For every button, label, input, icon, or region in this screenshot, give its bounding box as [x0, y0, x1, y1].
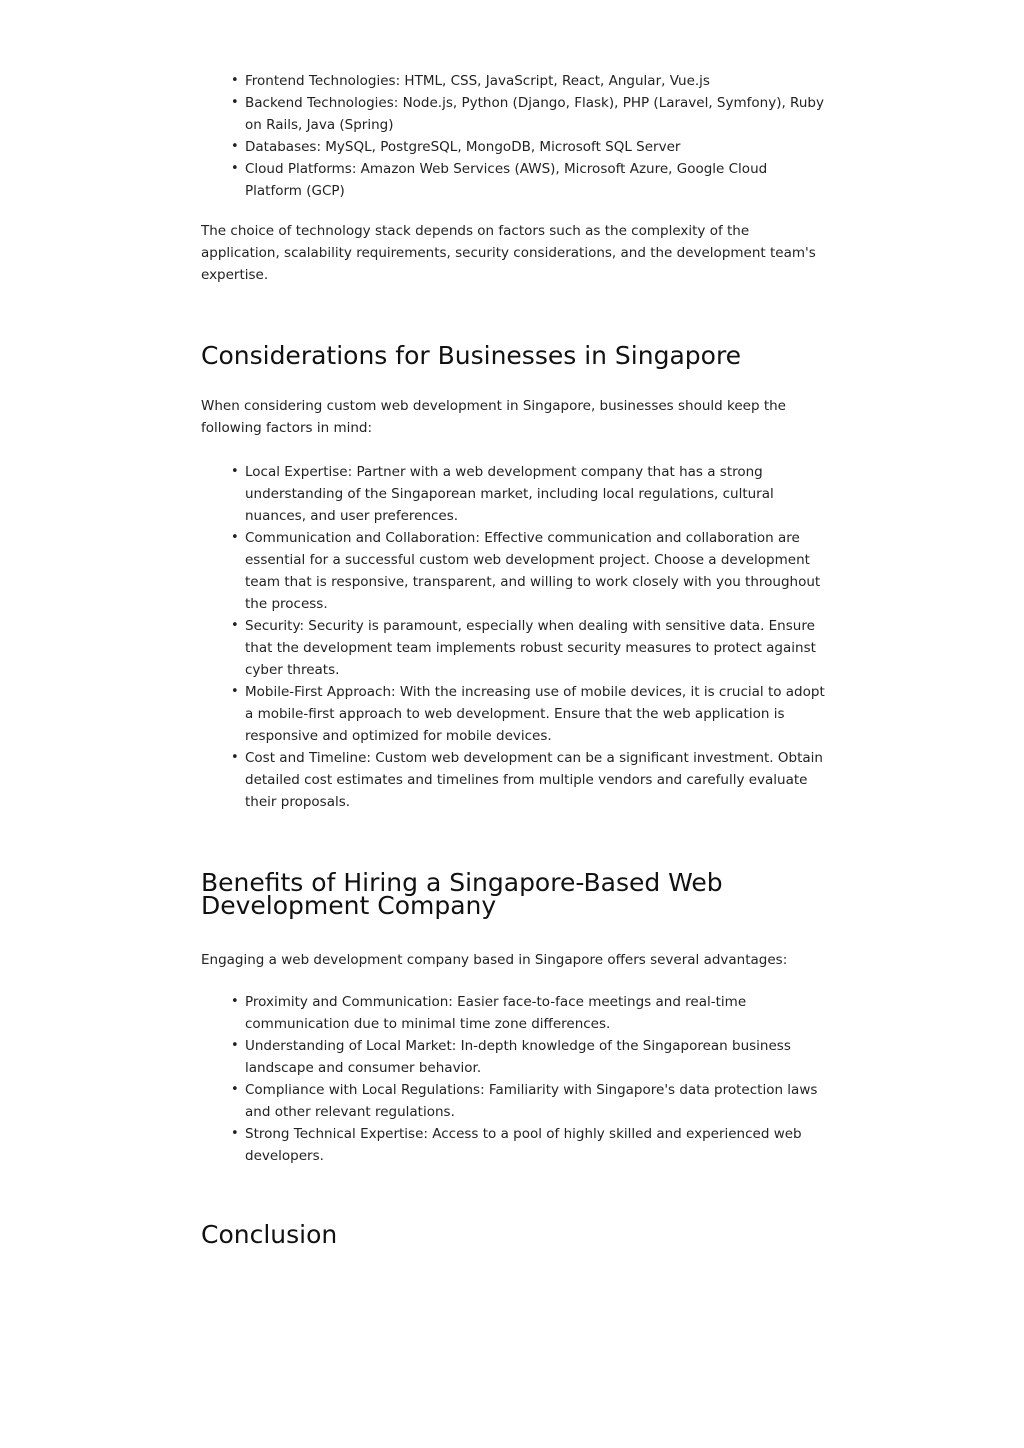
benefits-heading: Benefits of Hiring a Singapore-Based Web Development Company [201, 868, 723, 920]
list-item: • Backend Technologies: Node.js, Python (Django, Flask), PHP (Laravel, Symfony), Ruby on Rails, Java (Spring) [245, 92, 826, 136]
list-item: • Communication and Collaboration: Effective communication and collaboration are essential for a successful custom web development project. Choose a development team that is responsive, transparent, and willing to work closely with you throughout the process. [245, 527, 826, 615]
list-item: • Local Expertise: Partner with a web development company that has a strong understanding of the Singaporean market, including local regulations, cultural nuances, and user preferences. [245, 461, 826, 527]
conclusion-heading: Conclusion [201, 1220, 338, 1249]
list-item: • Cloud Platforms: Amazon Web Services (AWS), Microsoft Azure, Google Cloud Platform (GCP) [245, 158, 826, 202]
list-item: • Mobile-First Approach: With the increasing use of mobile devices, it is crucial to adopt a mobile-first approach to web development. Ensure that the web application is responsive and optimized for mobile devices. [245, 681, 826, 747]
list-item: • Proximity and Communication: Easier face-to-face meetings and real-time communication due to minimal time zone differences. [245, 991, 826, 1035]
benefits-list [201, 991, 826, 1167]
list-item: • Security: Security is paramount, especially when dealing with sensitive data. Ensure that the development team implements robust security measures to protect against cyber threats. [245, 615, 826, 681]
considerations-list [201, 461, 826, 813]
list-item: • Databases: MySQL, PostgreSQL, MongoDB, Microsoft SQL Server [245, 136, 826, 158]
list-item: • Frontend Technologies: HTML, CSS, JavaScript, React, Angular, Vue.js [245, 70, 826, 92]
considerations-intro-paragraph: When considering custom web development in Singapore, businesses should keep the following factors in mind: [201, 398, 786, 436]
technology-list [201, 70, 826, 202]
list-item: • Understanding of Local Market: In-depth knowledge of the Singaporean business landscape and consumer behavior. [245, 1035, 826, 1079]
benefits-intro-paragraph: Engaging a web development company based in Singapore offers several advantages: [201, 952, 788, 968]
technology-choice-paragraph: The choice of technology stack depends on factors such as the complexity of the application, scalability requirements, security considerations, and the development team's expertise. [201, 223, 816, 283]
document-page [201, 70, 826, 1249]
considerations-heading: Considerations for Businesses in Singapore [201, 341, 742, 370]
list-item: • Strong Technical Expertise: Access to a pool of highly skilled and experienced web developers. [245, 1123, 826, 1167]
list-item: • Compliance with Local Regulations: Familiarity with Singapore's data protection laws and other relevant regulations. [245, 1079, 826, 1123]
list-item: • Cost and Timeline: Custom web development can be a significant investment. Obtain detailed cost estimates and timelines from multiple vendors and carefully evaluate their proposals. [245, 747, 826, 813]
